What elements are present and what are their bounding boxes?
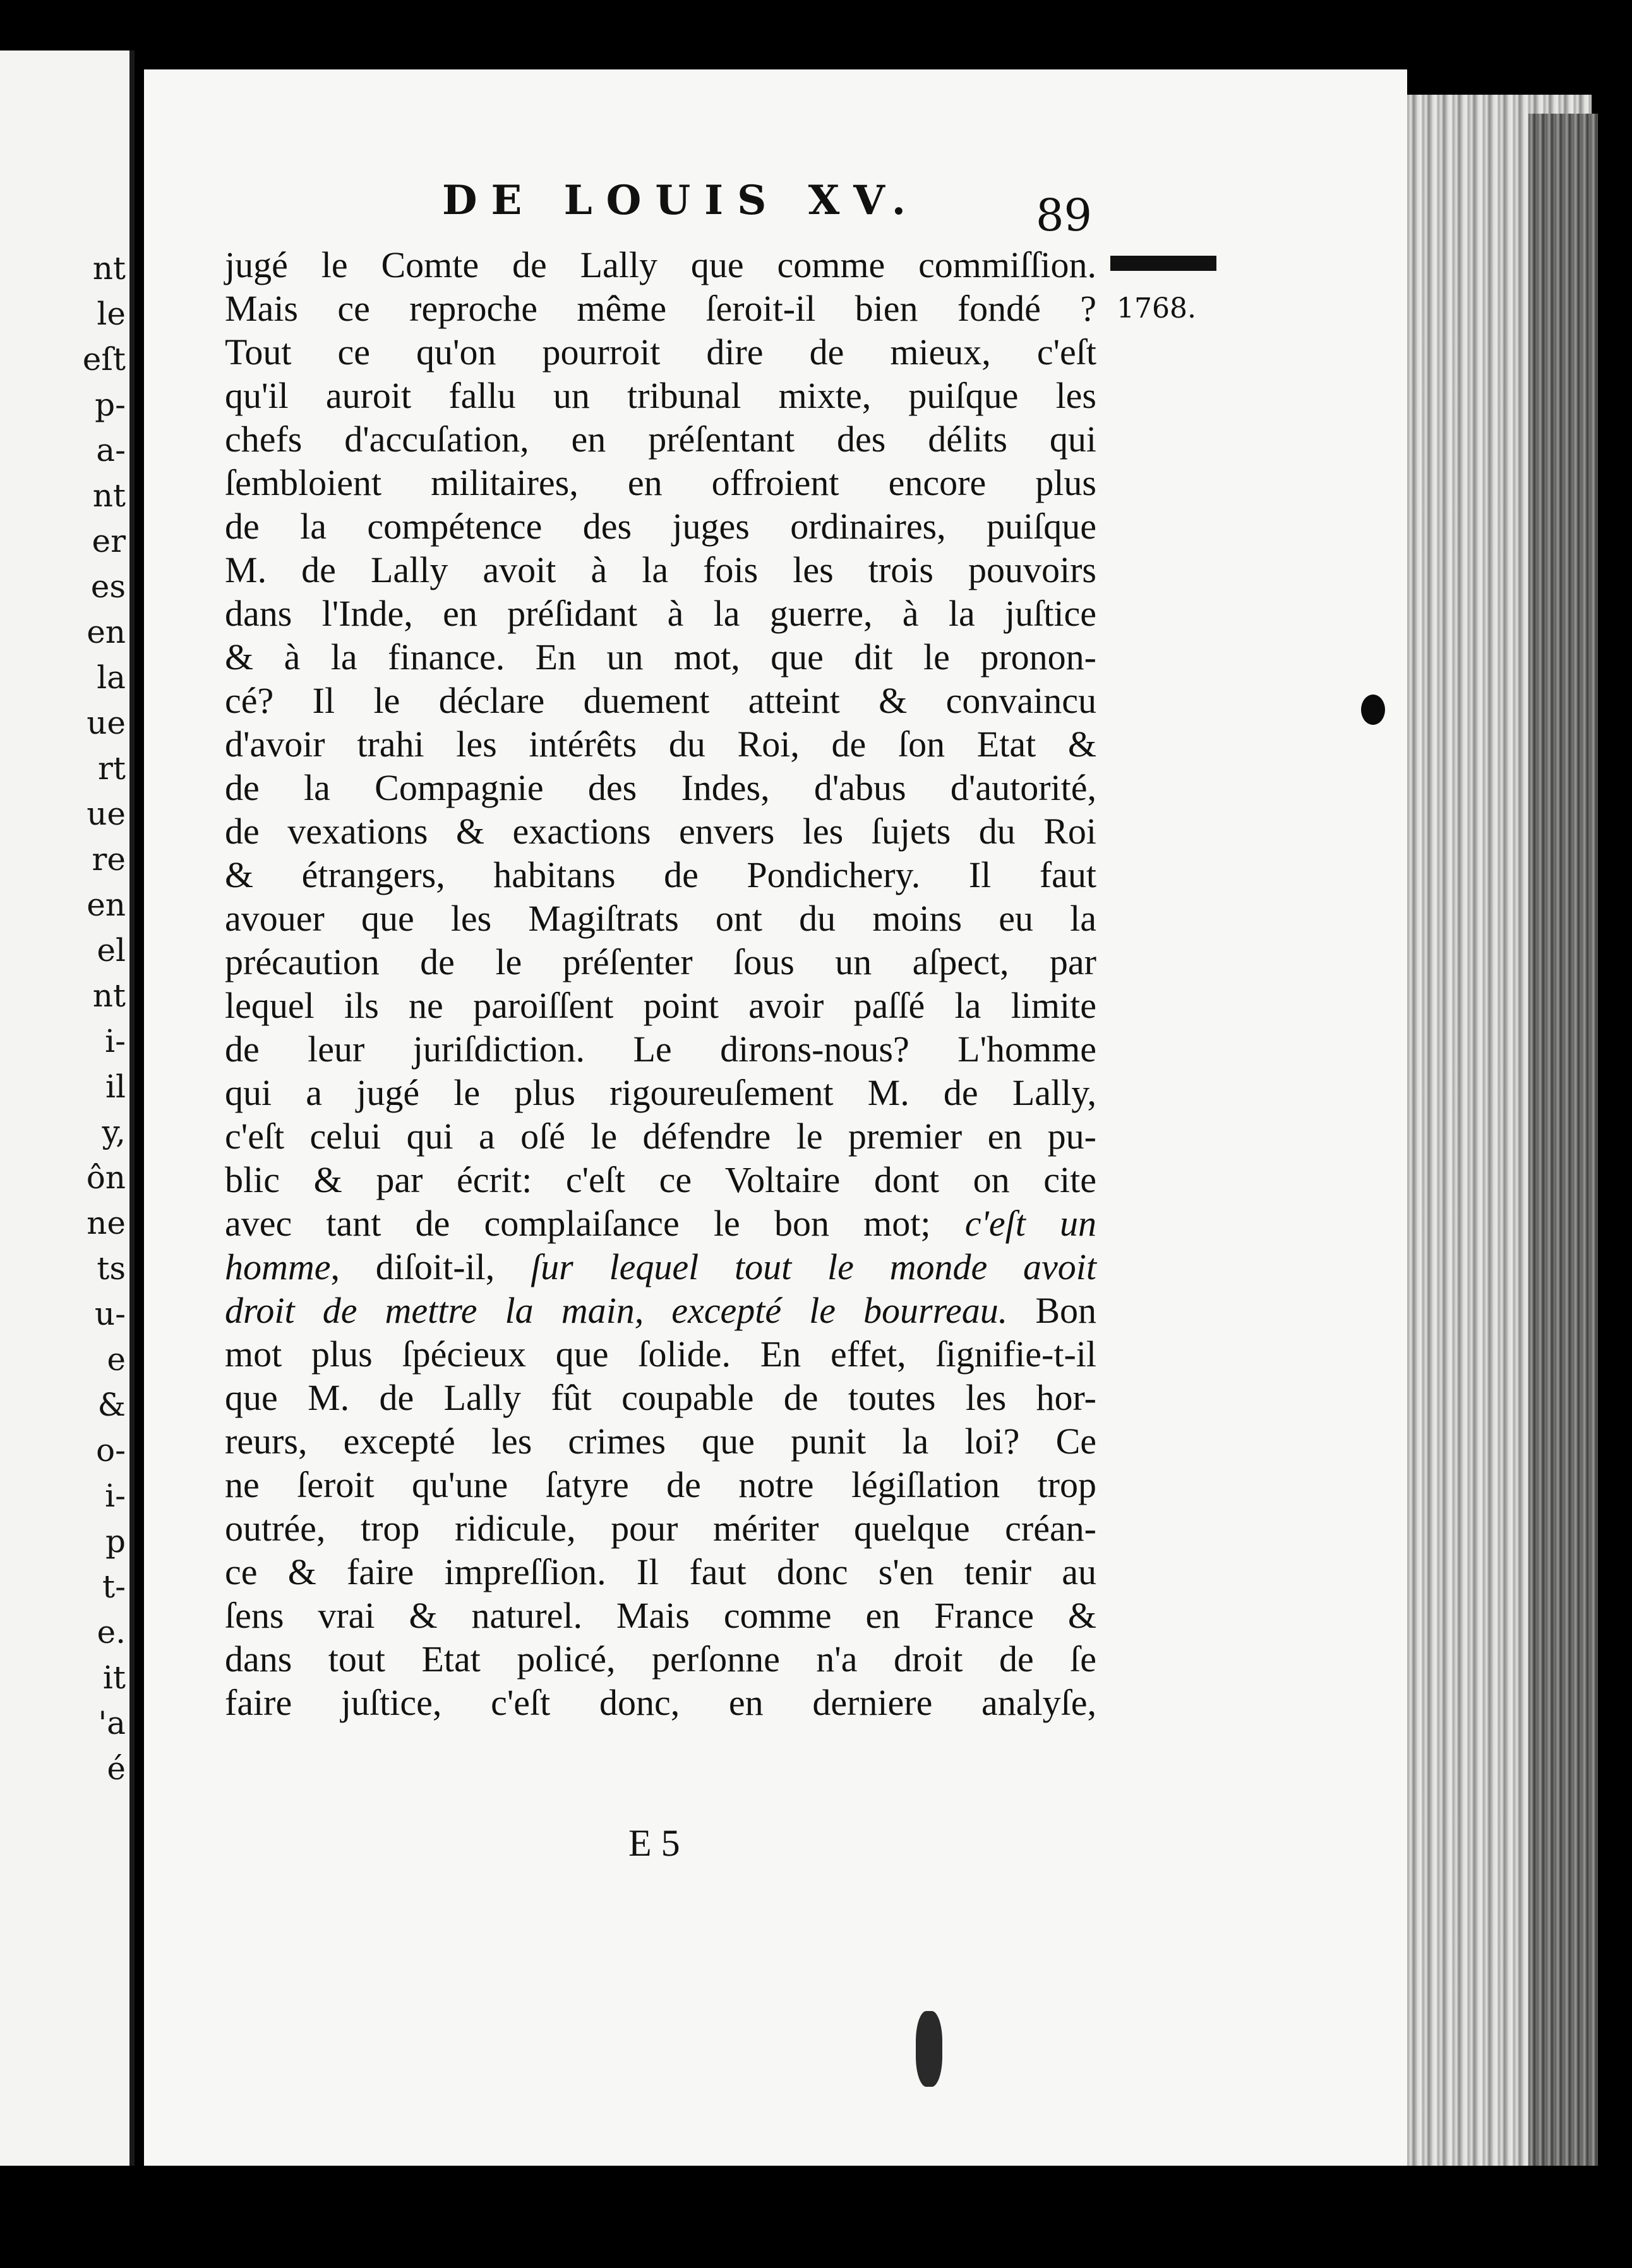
text-line: avouer que les Magiſtrats ont du moins eu la xyxy=(225,898,1096,939)
text-line: de la compétence des juges ordinaires, puiſque xyxy=(225,506,1096,547)
facing-page-text-fragment: t- xyxy=(102,1568,126,1605)
facing-page-text-fragment: nt xyxy=(92,477,126,514)
facing-page-text-fragment: la xyxy=(97,659,126,696)
facing-page-text-fragment: nt xyxy=(92,250,126,287)
margin-year: 1768. xyxy=(1117,292,1196,325)
text-line xyxy=(225,1289,1096,1332)
facing-page-text-fragment: i- xyxy=(105,1023,126,1059)
text-line: que M. de Lally fût coupable de toutes les hor- xyxy=(225,1377,1096,1418)
body-text xyxy=(225,243,1096,1724)
page-edges-shadow xyxy=(1528,114,1598,2166)
facing-page-text-fragment: rt xyxy=(98,750,126,787)
text-line: blic & par écrit: c'eſt ce Voltaire dont on cite xyxy=(225,1159,1096,1200)
text-line: ce & faire impreſſion. Il faut donc s'en tenir au xyxy=(225,1551,1096,1592)
facing-page-text-fragment: 'a xyxy=(98,1705,126,1741)
text-line: M. de Lally avoit à la fois les trois pouvoirs xyxy=(225,549,1096,590)
facing-page-text-fragment: p- xyxy=(95,386,126,423)
text-line xyxy=(225,1245,1096,1289)
text-line: ne ſeroit qu'une ſatyre de notre légiſlation trop xyxy=(225,1464,1096,1505)
facing-page-text-fragment: en xyxy=(87,614,126,650)
text-line: lequel ils ne paroiſſent point avoir paſſé la limite xyxy=(225,985,1096,1026)
text-line: mot plus ſpécieux que ſolide. En effet, ſignifie-t-il xyxy=(225,1334,1096,1375)
facing-page-text-fragment: o- xyxy=(96,1432,126,1469)
text-line: ſens vrai & naturel. Mais comme en France & xyxy=(225,1595,1096,1636)
page-number: 89 xyxy=(1036,189,1093,241)
text-line: outrée, trop ridicule, pour mériter quelque créan- xyxy=(225,1508,1096,1549)
text-run: avec tant de complaiſance le bon mot; xyxy=(225,1203,931,1244)
text-line: Tout ce qu'on pourroit dire de mieux, c'eſt xyxy=(225,331,1096,373)
running-title: DE LOUIS XV. xyxy=(442,177,920,224)
facing-page-text-fragment: er xyxy=(92,523,126,559)
facing-page-text-fragment: en xyxy=(87,886,126,923)
facing-page-text-fragment: ts xyxy=(97,1250,126,1287)
ink-spot xyxy=(1361,695,1385,725)
facing-page-text-fragment: e. xyxy=(97,1614,126,1650)
text-line: d'avoir trahi les intérêts du Roi, de ſon Etat & xyxy=(225,724,1096,765)
facing-page-text-fragment: eſt xyxy=(82,341,126,378)
text-line: de leur juriſdiction. Le dirons-nous? L'homme xyxy=(225,1029,1096,1070)
facing-page-text-fragment: ôn xyxy=(86,1159,126,1196)
text-line: Mais ce reproche même ſeroit-il bien fondé ? xyxy=(225,288,1096,329)
italic-run: c'eſt un xyxy=(964,1203,1096,1244)
text-line: dans l'Inde, en préſidant à la guerre, à la juſtice xyxy=(225,593,1096,634)
facing-page-text-fragment: il xyxy=(105,1068,126,1105)
italic-run: ſur lequel tout le monde avoit xyxy=(531,1246,1096,1287)
facing-page-text-fragment: ne xyxy=(87,1205,126,1241)
facing-page-text-fragment: ue xyxy=(87,796,126,832)
ink-smudge xyxy=(916,2011,942,2087)
text-line: & à la finance. En un mot, que dit le pronon- xyxy=(225,636,1096,677)
text-run: Bon xyxy=(1035,1290,1096,1331)
facing-page-text-fragment: le xyxy=(97,295,126,332)
text-line xyxy=(225,1202,1096,1245)
text-line: précaution de le préſenter ſous un aſpect, par xyxy=(225,941,1096,982)
facing-page-text-fragment: re xyxy=(92,841,126,878)
signature-mark: E 5 xyxy=(628,1822,680,1864)
facing-page-fragment xyxy=(0,51,135,2166)
facing-page-text-fragment: u- xyxy=(94,1296,126,1332)
facing-page-text-fragment: p xyxy=(105,1523,126,1560)
facing-page-text-fragment: es xyxy=(90,568,126,605)
text-line: faire juſtice, c'eſt donc, en derniere analyſe, xyxy=(225,1682,1096,1723)
margin-rule xyxy=(1110,256,1216,271)
facing-page-text-fragment: a- xyxy=(96,432,126,469)
text-line: de vexations & exactions envers les ſujets du Roi xyxy=(225,811,1096,852)
text-line: de la Compagnie des Indes, d'abus d'autorité, xyxy=(225,767,1096,808)
text-line: ſembloient militaires, en offroient encore plus xyxy=(225,462,1096,503)
facing-page-text-fragment: é xyxy=(107,1750,126,1787)
facing-page-text-fragment: y, xyxy=(102,1114,126,1150)
text-line: jugé le Comte de Lally que comme commiſſion. xyxy=(225,244,1096,285)
facing-page-text-fragment: e xyxy=(107,1341,126,1378)
facing-page-text-fragment: nt xyxy=(92,977,126,1014)
text-line: cé? Il le déclare duement atteint & convaincu xyxy=(225,680,1096,721)
italic-run: droit de mettre la main, excepté le bourreau. xyxy=(225,1290,1008,1331)
text-line: dans tout Etat policé, perſonne n'a droit de ſe xyxy=(225,1638,1096,1680)
facing-page-text-fragment: it xyxy=(102,1659,126,1696)
text-line: reurs, excepté les crimes que punit la loi? Ce xyxy=(225,1421,1096,1462)
text-line: qui a jugé le plus rigoureuſement M. de Lally, xyxy=(225,1072,1096,1113)
text-line: c'eſt celui qui a oſé le défendre le premier en pu- xyxy=(225,1116,1096,1157)
text-line: & étrangers, habitans de Pondichery. Il faut xyxy=(225,854,1096,895)
facing-page-text-fragment: & xyxy=(97,1387,126,1423)
italic-run: homme xyxy=(225,1246,331,1287)
text-run: , diſoit-il, xyxy=(330,1246,531,1287)
text-line: qu'il auroit fallu un tribunal mixte, puiſque les xyxy=(225,375,1096,416)
text-line: chefs d'accuſation, en préſentant des délits qui xyxy=(225,419,1096,460)
facing-page-text-fragment: i- xyxy=(105,1477,126,1514)
facing-page-text-fragment: el xyxy=(97,932,126,969)
facing-page-text-fragment: ue xyxy=(87,705,126,741)
